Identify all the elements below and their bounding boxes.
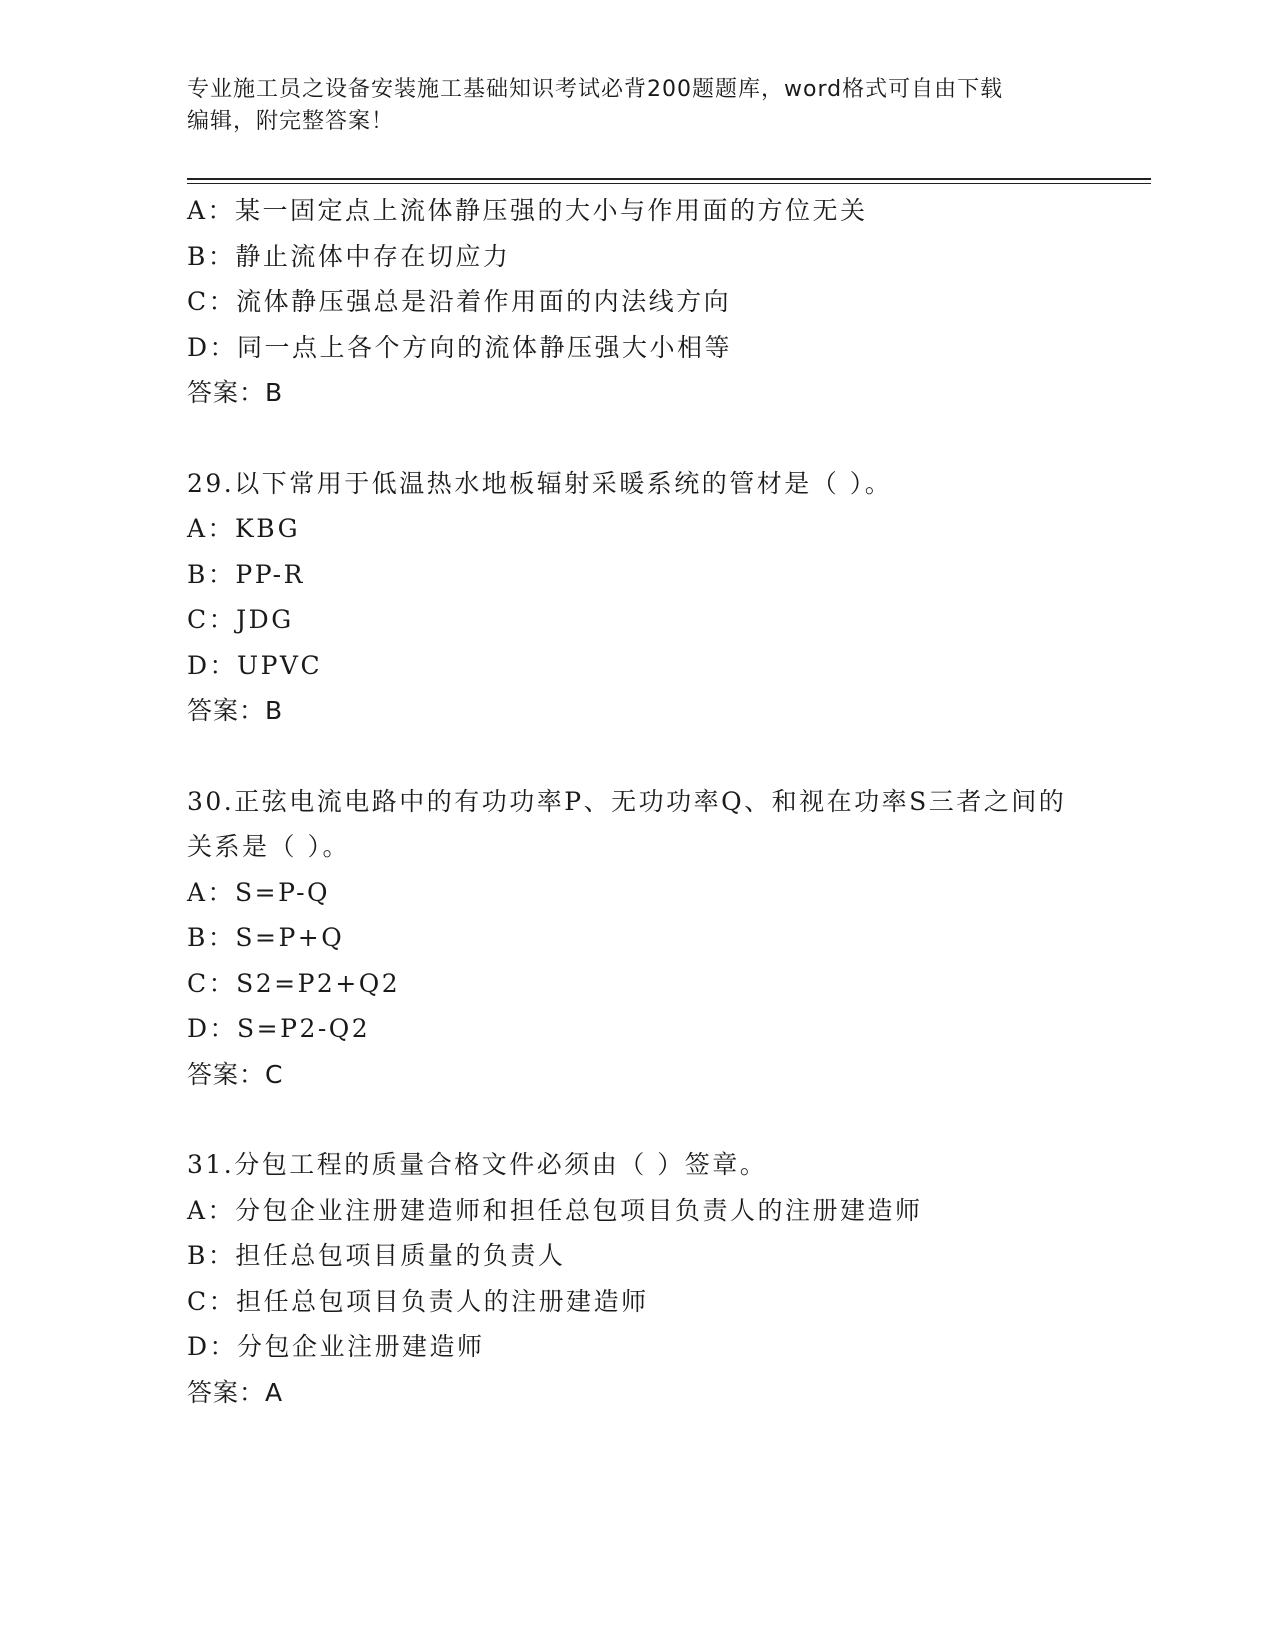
option-b: B：担任总包项目质量的负责人 — [187, 1241, 566, 1270]
header-divider-thick — [187, 178, 1151, 180]
option-b: B：PP-R — [187, 559, 305, 589]
option-c: C：担任总包项目负责人的注册建造师 — [187, 1286, 649, 1316]
question-text: 29.以下常用于低温热水地板辐射采暖系统的管材是（ ）。 — [187, 468, 893, 498]
option-c: C：JDG — [187, 605, 294, 634]
question-text: 30.正弦电流电路中的有功功率P、无功功率Q、和视在功率S三者之间的关系是（ ）。 — [187, 786, 1067, 861]
option-d: D：分包企业注册建造师 — [187, 1332, 485, 1361]
question-text: 31.分包工程的质量合格文件必须由（ ）签章。 — [187, 1150, 768, 1179]
question-partial — [187, 188, 1087, 416]
question-31 — [187, 1142, 1087, 1415]
option-a: A：KBG — [187, 514, 301, 543]
question-30 — [187, 779, 1087, 1098]
header-divider-thin — [187, 183, 1151, 184]
option-b: B：静止流体中存在切应力 — [187, 241, 511, 271]
answer: 答案：C — [187, 1059, 284, 1089]
question-29 — [187, 461, 1087, 734]
option-a: A：某一固定点上流体静压强的大小与作用面的方位无关 — [187, 196, 868, 225]
document-header — [187, 74, 1087, 138]
answer: 答案：B — [187, 696, 284, 725]
option-d: D：同一点上各个方向的流体静压强大小相等 — [187, 332, 733, 362]
answer: 答案：B — [187, 378, 284, 407]
option-a: A：S=P-Q — [187, 877, 331, 907]
question-list — [187, 188, 1087, 1415]
header-title-line2: 编辑，附完整答案！ — [187, 109, 395, 134]
answer: 答案：A — [187, 1377, 284, 1407]
option-b: B：S=P+Q — [187, 923, 345, 952]
header-title-line1: 专业施工员之设备安装施工基础知识考试必背200题题库，word格式可自由下载 — [187, 77, 1004, 102]
option-d: D：UPVC — [187, 650, 323, 680]
option-d: D：S=P2-Q2 — [187, 1014, 371, 1043]
option-c: C：S2=P2+Q2 — [187, 968, 401, 998]
option-c: C：流体静压强总是沿着作用面的内法线方向 — [187, 287, 732, 316]
option-a: A：分包企业注册建造师和担任总包项目负责人的注册建造师 — [187, 1195, 923, 1225]
